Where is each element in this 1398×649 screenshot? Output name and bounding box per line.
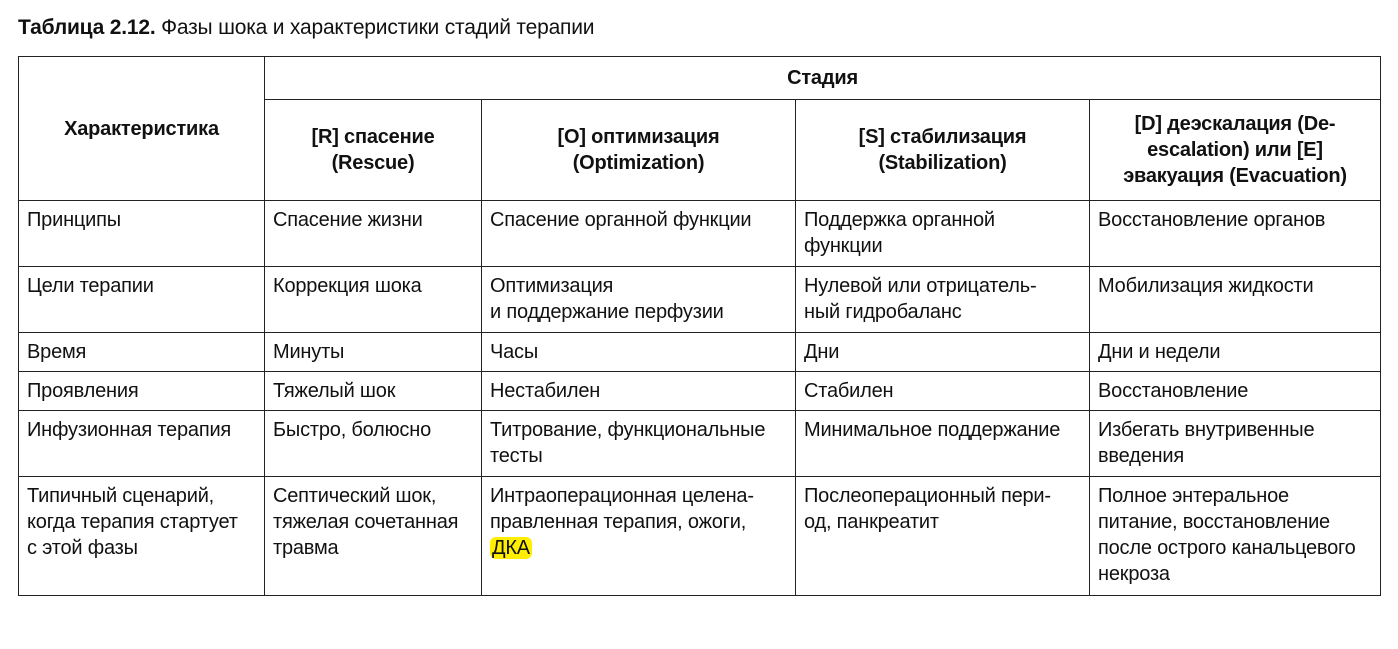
table-cell: Избегать внутривенные введения <box>1090 411 1381 477</box>
table-cell: Послеоперационный пери- од, панкреатит <box>796 477 1090 596</box>
table-cell: Нулевой или отрицатель- ный гидробаланс <box>796 267 1090 333</box>
table-cell: Дни <box>796 333 1090 372</box>
header-characteristic: Характеристика <box>19 57 265 201</box>
highlighted-text: ДКА <box>492 537 530 559</box>
table-cell: Септический шок, тяжелая сочетанная травма <box>265 477 482 596</box>
row-label-principles: Принципы <box>19 201 265 267</box>
header-row-stage <box>19 57 1381 100</box>
caption-label: Таблица 2.12. <box>18 16 156 39</box>
table-cell: Оптимизация и поддержание перфузии <box>482 267 796 333</box>
table-cell: Спасение органной функции <box>482 201 796 267</box>
caption-text: Фазы шока и характеристики стадий терапии <box>155 16 595 39</box>
row-label-goals: Цели терапии <box>19 267 265 333</box>
table-cell: Минимальное поддержание <box>796 411 1090 477</box>
table-row <box>19 477 1381 596</box>
table-row <box>19 372 1381 411</box>
table-caption <box>18 14 594 42</box>
table-cell: Часы <box>482 333 796 372</box>
table-cell: Мобилизация жидкости <box>1090 267 1381 333</box>
table-cell: Нестабилен <box>482 372 796 411</box>
table-cell: Титрование, функциональные тесты <box>482 411 796 477</box>
table-cell: Быстро, болюсно <box>265 411 482 477</box>
shock-phases-table <box>18 56 1381 596</box>
row-label-scenario: Типичный сценарий, когда терапия стартует с этой фазы <box>19 477 265 596</box>
table-cell: Поддержка органной функции <box>796 201 1090 267</box>
table-cell: Стабилен <box>796 372 1090 411</box>
table-cell-highlighted <box>482 477 796 596</box>
table-cell-text: Интраоперационная целена- правленная терапия, ожоги, <box>490 485 754 533</box>
table-cell: Восстановление <box>1090 372 1381 411</box>
table-cell: Спасение жизни <box>265 201 482 267</box>
row-label-time: Время <box>19 333 265 372</box>
row-label-infusion: Инфузионная терапия <box>19 411 265 477</box>
table-row <box>19 411 1381 477</box>
table-row <box>19 267 1381 333</box>
header-stage-rescue: [R] спасение (Rescue) <box>265 100 482 201</box>
header-stage-optimization: [O] оптимизация (Optimization) <box>482 100 796 201</box>
table-cell: Дни и недели <box>1090 333 1381 372</box>
header-stage: Стадия <box>265 57 1381 100</box>
table-row <box>19 201 1381 267</box>
header-stage-deescalation: [D] деэскалация (De- escalation) или [E] эвакуация (Evacuation) <box>1090 100 1381 201</box>
table-row <box>19 333 1381 372</box>
row-label-manifestations: Проявления <box>19 372 265 411</box>
table-cell: Коррекция шока <box>265 267 482 333</box>
table-cell: Минуты <box>265 333 482 372</box>
table-cell: Тяжелый шок <box>265 372 482 411</box>
table-cell: Полное энтеральное питание, восстановление после острого канальцевого некроза <box>1090 477 1381 596</box>
header-stage-stabilization: [S] стабилизация (Stabilization) <box>796 100 1090 201</box>
table-cell: Восстановление органов <box>1090 201 1381 267</box>
